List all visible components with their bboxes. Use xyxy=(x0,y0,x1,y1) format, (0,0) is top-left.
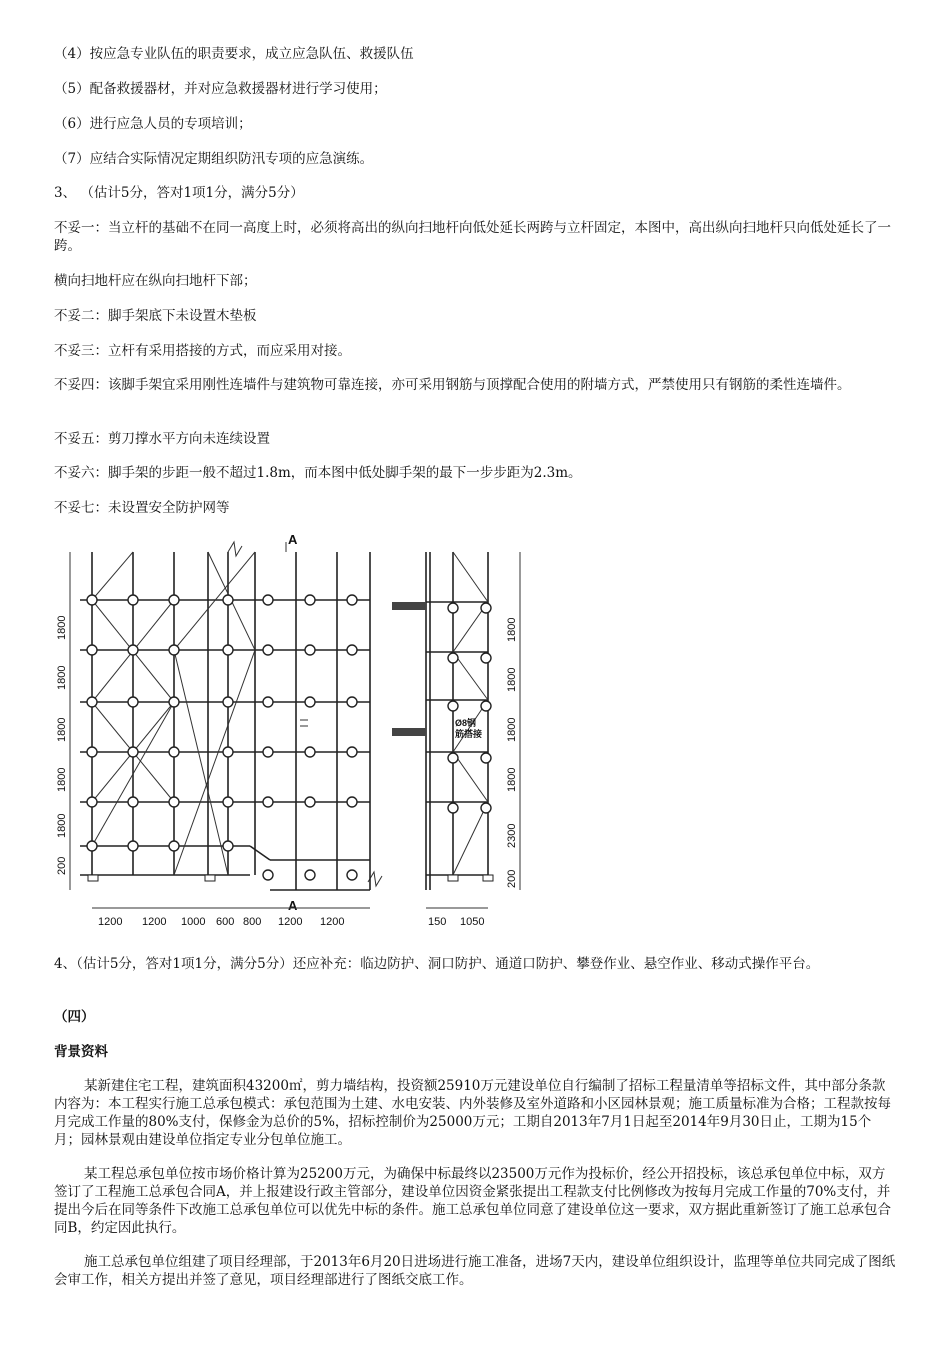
scaffold-drawing xyxy=(50,530,530,930)
svg-text:1800: 1800 xyxy=(506,667,518,692)
section-mark-top: A xyxy=(288,532,298,547)
left-horizontal-dims xyxy=(98,916,344,928)
issue-1-note: 横向扫地杆应在纵向扫地杆下部； xyxy=(54,273,257,289)
svg-text:150: 150 xyxy=(428,916,447,928)
right-vertical-dims xyxy=(506,618,518,888)
svg-text:2300: 2300 xyxy=(506,823,518,848)
issue-5: 不妥五：剪刀撑水平方向未连续设置 xyxy=(54,431,270,447)
rebar-label-2: 筋搭接 xyxy=(455,729,483,739)
svg-text:200: 200 xyxy=(506,869,518,888)
left-elevation xyxy=(56,532,382,928)
issue-2: 不妥二：脚手架底下未设置木垫板 xyxy=(54,308,257,324)
issue-1: 不妥一：当立杆的基础不在同一高度上时，必须将高出的纵向扫地杆向低处延长两跨与立杆固定，本图中，高出纵向扫地杆只向低处延长了一跨。 xyxy=(54,220,891,254)
svg-text:1200: 1200 xyxy=(142,916,167,928)
svg-text:1200: 1200 xyxy=(278,916,303,928)
right-horizontal-dims xyxy=(428,916,484,928)
rebar-label-1: Ø8钢 xyxy=(455,718,477,728)
question-4: 4、（估计5分，答对1项1分，满分5分）还应补充：临边防护、洞口防护、通道口防护、攀登作业、悬空作业、移动式操作平台。 xyxy=(54,956,820,972)
section-mark-bottom: A xyxy=(288,898,298,913)
list-item-4: （4）按应急专业队伍的职责要求，成立应急队伍、救援队伍 xyxy=(54,46,414,62)
list-item-6: （6）进行应急人员的专项培训； xyxy=(54,116,252,132)
issue-7: 不妥七：未设置安全防护网等 xyxy=(54,500,230,516)
issue-6: 不妥六：脚手架的步距一般不超过1.8m，而本图中低处脚手架的最下一步步距为2.3m。 xyxy=(54,465,582,481)
svg-text:1800: 1800 xyxy=(506,767,518,792)
background-paragraph-1: 某新建住宅工程，建筑面积43200㎡，剪力墙结构，投资额25910万元建设单位自行编制了招标工程量清单等招标文件，其中部分条款内容为：本工程实行施工总承包模式：承包范围为土建、水电安装、内外装修及室外道路和小区园林景观；施工质量标准为合格；工程款按每月完成工作量的80%支付，保修金为总价的5%，招标控制价为25000万元；工期自2013年7月1日起至2014年9月30日止，工期为15个月；园林景观由建设单位指定专业分包单位施工。 xyxy=(54,1078,891,1148)
svg-text:1800: 1800 xyxy=(506,617,518,642)
issue-4: 不妥四：该脚手架宜采用刚性连墙件与建筑物可靠连接，亦可采用钢筋与顶撑配合使用的附墙方式，严禁使用只有钢筋的柔性连墙件。 xyxy=(54,377,851,393)
background-paragraph-3: 施工总承包单位组建了项目经理部，于2013年6月20日进场进行施工准备，进场7天内，建设单位组织设计，监理等单位共同完成了图纸会审工作，相关方提出并签了意见，项目经理部进行了图纸交底工作。 xyxy=(54,1254,896,1288)
svg-text:1800: 1800 xyxy=(56,615,68,640)
right-section xyxy=(392,552,520,928)
svg-text:600: 600 xyxy=(216,916,235,928)
svg-text:1800: 1800 xyxy=(56,767,68,792)
left-vertical-dims xyxy=(56,616,68,875)
svg-text:1800: 1800 xyxy=(56,665,68,690)
section-four-heading: （四） xyxy=(54,1009,95,1025)
svg-text:1800: 1800 xyxy=(506,717,518,742)
list-item-5: （5）配备救援器材，并对应急救援器材进行学习使用； xyxy=(54,81,387,97)
svg-text:800: 800 xyxy=(243,916,262,928)
svg-text:1050: 1050 xyxy=(460,916,485,928)
background-paragraph-2: 某工程总承包单位按市场价格计算为25200万元，为确保中标最终以23500万元作为投标价，经公开招投标，该总承包单位中标，双方签订了工程施工总承包合同A，并上报建设行政主管部分，建设单位因资金紧张提出工程款支付比例修改为按每月完成工作量的70%支付，并提出今后在同等条件下改施工总承包单位可以优先中标的条件。施工总承包单位同意了建设单位这一要求，双方据此重新签订了施工总承包合同B，约定因此执行。 xyxy=(54,1166,891,1236)
issue-3: 不妥三：立杆有采用搭接的方式，而应采用对接。 xyxy=(54,343,351,359)
svg-text:1200: 1200 xyxy=(320,916,345,928)
svg-text:1800: 1800 xyxy=(56,717,68,742)
list-item-7: （7）应结合实际情况定期组织防汛专项的应急演练。 xyxy=(54,151,374,167)
question-3-heading: 3、 （估计5分，答对1项1分，满分5分） xyxy=(54,185,304,201)
break-mark xyxy=(228,542,242,556)
svg-text:1000: 1000 xyxy=(181,916,206,928)
background-heading: 背景资料 xyxy=(54,1044,108,1060)
svg-text:1800: 1800 xyxy=(56,813,68,838)
svg-text:200: 200 xyxy=(56,856,68,875)
svg-text:1200: 1200 xyxy=(98,916,123,928)
